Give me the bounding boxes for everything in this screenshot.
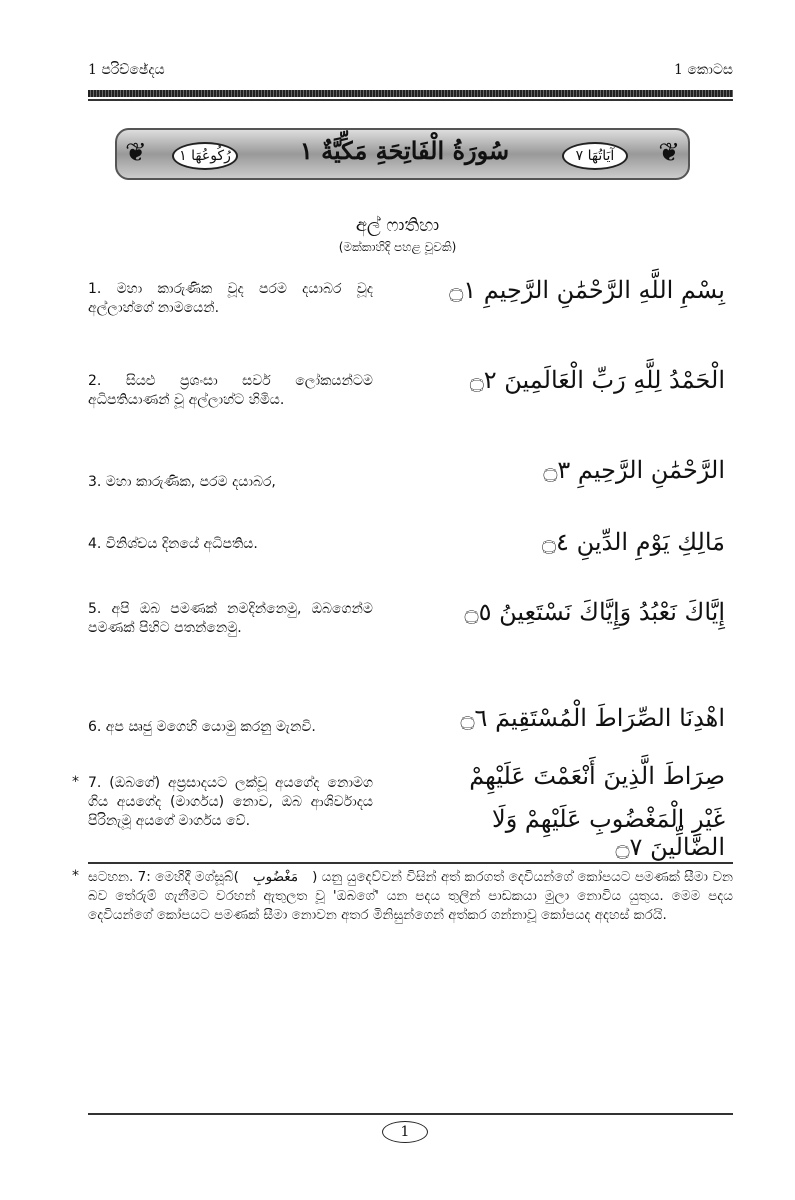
surah-title-arabic: سُورَةُ الْفَاتِحَةِ مَكِّيَّةٌ ١: [299, 136, 510, 165]
verse-arabic-7a: صِرَاطَ الَّذِينَ أَنْعَمْتَ عَلَيْهِمْ: [469, 762, 725, 790]
verse-translation-1: 1. මහා කාරුණික වූද පරම දයාබර වූද අල්ලාහ්ගේ නාමයෙන්.: [88, 281, 373, 316]
footnote: [88, 868, 733, 925]
verse-arabic-3: الرَّحْمَٰنِ الرَّحِيمِ ۝٣: [543, 456, 725, 484]
verse-translation-2: 2. සියළු ප්‍රශංසා සර්ව ලෝකයන්ටම අධිපතියාණන් වූ අල්ලාහ්ට හිමිය.: [88, 373, 373, 408]
verse-translation-4: 4. විනිශ්චය දිනයේ අධිපතිය.: [88, 536, 258, 552]
verse-translation-5: 5. අපි ඔබ පමණක් නමදින්නෙමු, ඔබගෙන්ම පමණක් පිහිට පතන්නෙමු.: [88, 601, 373, 636]
verse-arabic-4: مَالِكِ يَوْمِ الدِّينِ ۝٤: [541, 528, 725, 556]
verse-arabic-7b: غَيْرِ الْمَغْضُوبِ عَلَيْهِمْ وَلَا الضَّالِّينَ ۝٧: [492, 805, 725, 861]
footnote-rule: [88, 862, 733, 864]
surah-banner: [115, 128, 690, 180]
ornament-right-icon: ❦: [658, 138, 680, 168]
verse-translation-7: 7. (ඔබගේ) අප්‍රසාදයට ලක්වූ අයගේද නොමග ගිය අයගේද (මාර්ගය) නොව, ඔබ ආශිර්වාදය පිරිනැමූ අයගේ මාර්ගය වේ.: [88, 775, 373, 829]
verse-translation-6: 6. අප ඍජු මගෙහි යොමු කරනු මැනවි.: [88, 719, 316, 735]
footnote-text-after: ) යනු යුදෙව්වන් විසින් අත් කරගත් දෙවියන්ගේ කෝපයට පමණක් සීමා වන බව තේරුම් ගැනීමට වරහන් ඇතුලත වූ 'ඔබගේ' යන පදය තුලින් පාඩකයා මුලා නොවිය යුතුය. මෙම පදය දෙවියන්ගේ කෝපයට පමණක් සීමා නොවන අතර මිනිසුන්ගෙන් අත්කර ගන්නාවූ කෝපයද අදහස් කරයි.: [88, 869, 733, 923]
part-label: 1 කොටස: [674, 62, 733, 78]
page-number: 1: [382, 1121, 428, 1143]
ayat-count: آيَاتُهَا ٧: [562, 142, 628, 170]
verse-arabic-2: الْحَمْدُ لِلَّهِ رَبِّ الْعَالَمِينَ ۝٢: [469, 366, 725, 394]
footnote-arabic-word: مَغْضُوبِ: [252, 869, 299, 885]
surah-subtitle: (මක්කාහිදි පහළ වූවකි): [338, 240, 457, 254]
ruku-count: رُكُوعُهَا ١: [172, 142, 238, 170]
verse-arabic-1: بِسْمِ اللَّهِ الرَّحْمَٰنِ الرَّحِيمِ ۝١: [449, 276, 725, 304]
verse-translation-3: 3. මහා කාරුණික, පරම දයාබර,: [88, 474, 276, 490]
verse-7-asterisk: *: [72, 774, 79, 790]
header-rule: [88, 90, 733, 97]
footnote-text-before: සටහන. 7: මෙහිදී මග්සූබ්(: [88, 869, 239, 885]
surah-title: අල් ෆාතිහා: [355, 215, 440, 236]
header-rule-thin: [88, 99, 733, 101]
chapter-label: 1 පරිච්ඡේදය: [88, 62, 165, 78]
verse-arabic-6: اهْدِنَا الصِّرَاطَ الْمُسْتَقِيمَ ۝٦: [460, 704, 725, 732]
footer-rule: [88, 1113, 733, 1115]
verse-arabic-5: إِيَّاكَ نَعْبُدُ وَإِيَّاكَ نَسْتَعِينُ ۝٥: [464, 598, 725, 626]
ornament-left-icon: ❦: [125, 138, 147, 168]
footnote-asterisk: *: [72, 868, 79, 884]
